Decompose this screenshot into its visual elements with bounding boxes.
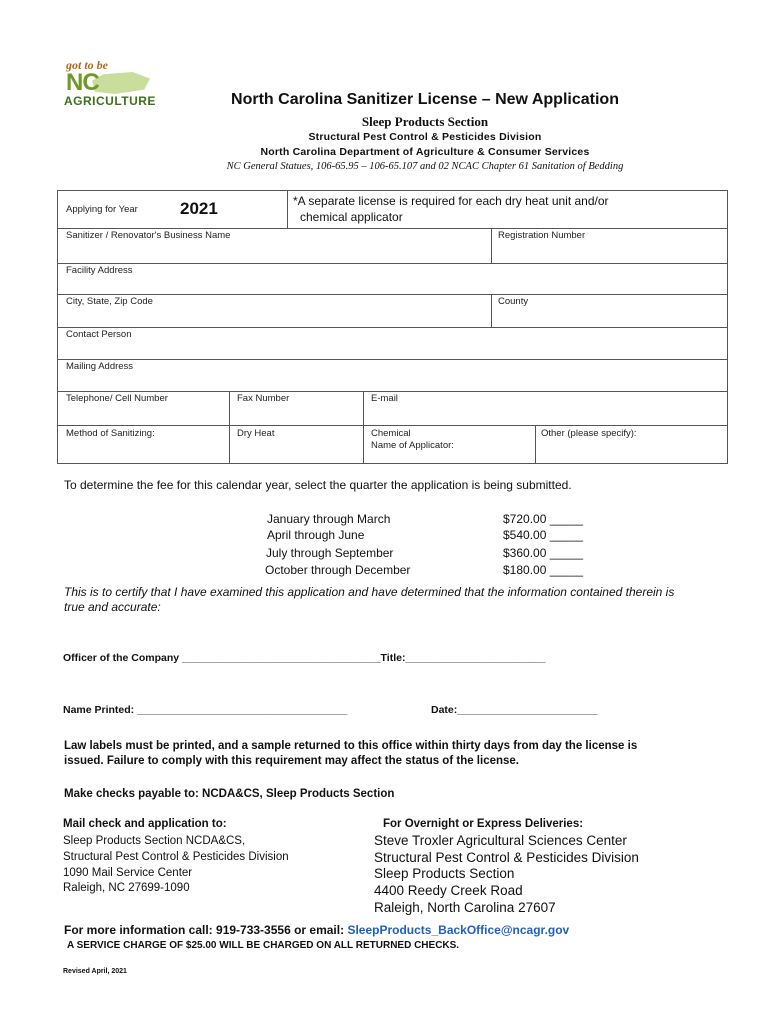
- separate-license-note-line1: *A separate license is required for each dry heat unit and/or: [293, 194, 609, 208]
- other-option[interactable]: Other (please specify):: [541, 428, 637, 439]
- mail-address-line: Structural Pest Control & Pesticides Division: [63, 851, 289, 863]
- dry-heat-option[interactable]: Dry Heat: [237, 428, 275, 439]
- registration-number-input[interactable]: [496, 244, 724, 260]
- col-divider: [363, 391, 364, 464]
- city-state-zip-input[interactable]: [62, 309, 486, 324]
- mail-address-line: 1090 Mail Service Center: [63, 867, 193, 879]
- facility-address-input[interactable]: [62, 278, 722, 292]
- phone-input[interactable]: [62, 406, 224, 422]
- overnight-address-heading: For Overnight or Express Deliveries:: [383, 818, 584, 830]
- mail-address-line: Sleep Products Section NCDA&CS,: [63, 835, 246, 847]
- business-name-label: Sanitizer / Renovator's Business Name: [66, 230, 231, 241]
- row-divider: [57, 228, 728, 229]
- statutes-reference: NC General Statues, 106-65.95 – 106-65.107 and 02 NCAC Chapter 61 Sanitation of Bedding: [226, 161, 624, 172]
- phone-label: Telephone/ Cell Number: [66, 393, 168, 404]
- revised-date: Revised April, 2021: [63, 968, 127, 975]
- col-divider: [535, 425, 536, 464]
- email-input[interactable]: [368, 406, 723, 422]
- checks-payable-note: Make checks payable to: NCDA&CS, Sleep Products Section: [64, 788, 395, 800]
- contact-info-prefix: For more information call: 919-733-3556 or email:: [64, 923, 345, 937]
- section-subtitle: Sleep Products Section: [361, 114, 489, 129]
- fax-input[interactable]: [234, 406, 359, 422]
- overnight-address-line: Structural Pest Control & Pesticides Division: [374, 850, 639, 865]
- applicator-name-label: Name of Applicator:: [371, 440, 454, 451]
- row-divider: [57, 327, 728, 328]
- separate-license-note-line2: chemical applicator: [300, 210, 403, 224]
- col-divider: [229, 391, 230, 464]
- fee-amount-q1[interactable]: $720.00 _____: [503, 512, 584, 526]
- fee-amount-q3[interactable]: $360.00 _____: [503, 546, 584, 560]
- row-divider: [57, 391, 728, 392]
- row-divider: [57, 263, 728, 264]
- overnight-address-line: 4400 Reedy Creek Road: [374, 883, 523, 898]
- year-value[interactable]: 2021: [180, 199, 218, 218]
- city-state-zip-label: City, State, Zip Code: [66, 296, 153, 307]
- logo-bottom-text: AGRICULTURE: [64, 94, 156, 108]
- contact-person-label: Contact Person: [66, 329, 132, 340]
- fee-period-q3: July through September: [266, 546, 394, 560]
- service-charge-notice: A SERVICE CHARGE OF $25.00 WILL BE CHARGED ON ALL RETURNED CHECKS.: [67, 940, 460, 951]
- mail-address-heading: Mail check and application to:: [63, 818, 227, 830]
- fee-period-q2: April through June: [267, 528, 365, 542]
- law-labels-notice-line1: Law labels must be printed, and a sample returned to this office within thirty days from day the license is: [64, 740, 638, 752]
- logo-letters: NC: [66, 69, 99, 96]
- contact-person-input[interactable]: [62, 342, 722, 356]
- registration-number-label: Registration Number: [498, 230, 586, 241]
- row-divider: [57, 425, 728, 426]
- officer-signature-line[interactable]: Officer of the Company __________________________________Title:________________________: [63, 652, 546, 664]
- facility-address-label: Facility Address: [66, 265, 133, 276]
- col-divider: [491, 228, 492, 263]
- date-line[interactable]: Date:________________________: [431, 704, 598, 716]
- mailing-address-label: Mailing Address: [66, 361, 134, 372]
- page-title: North Carolina Sanitizer License – New Application: [231, 91, 619, 108]
- fee-period-q4: October through December: [265, 563, 411, 577]
- county-input[interactable]: [496, 309, 724, 324]
- applying-for-year-label: Applying for Year: [66, 204, 138, 215]
- law-labels-notice-line2: issued. Failure to comply with this requirement may affect the status of the license.: [64, 755, 519, 767]
- col-divider: [287, 190, 288, 228]
- contact-info: [64, 923, 569, 937]
- row-divider: [57, 359, 728, 360]
- overnight-address-line: Sleep Products Section: [374, 866, 515, 881]
- mail-address-line: Raleigh, NC 27699-1090: [63, 882, 190, 894]
- business-name-input[interactable]: [62, 244, 486, 260]
- fee-period-q1: January through March: [267, 512, 391, 526]
- chemical-option[interactable]: Chemical: [371, 428, 411, 439]
- overnight-address-line: Steve Troxler Agricultural Sciences Center: [374, 833, 627, 848]
- email-label: E-mail: [371, 393, 398, 404]
- fax-label: Fax Number: [237, 393, 290, 404]
- method-of-sanitizing-label: Method of Sanitizing:: [66, 428, 155, 439]
- mailing-address-input[interactable]: [62, 374, 722, 388]
- fee-amount-q2[interactable]: $540.00 _____: [503, 528, 584, 542]
- certification-statement-line2: true and accurate:: [64, 600, 161, 614]
- fee-instruction: To determine the fee for this calendar year, select the quarter the application is being submitted.: [64, 478, 572, 492]
- fee-amount-q4[interactable]: $180.00 _____: [503, 563, 584, 577]
- overnight-address-line: Raleigh, North Carolina 27607: [374, 900, 556, 915]
- department-name: North Carolina Department of Agriculture & Consumer Services: [260, 146, 590, 158]
- county-label: County: [498, 296, 529, 307]
- division-name: Structural Pest Control & Pesticides Division: [308, 131, 542, 143]
- row-divider: [57, 294, 728, 295]
- name-printed-line[interactable]: Name Printed: ____________________________________: [63, 704, 348, 716]
- col-divider: [491, 294, 492, 327]
- logo-top-text: got to be: [66, 58, 108, 72]
- contact-email-link[interactable]: SleepProducts_BackOffice@ncagr.gov: [347, 923, 570, 937]
- certification-statement-line1: This is to certify that I have examined this application and have determined that the information contained therein is: [64, 585, 675, 599]
